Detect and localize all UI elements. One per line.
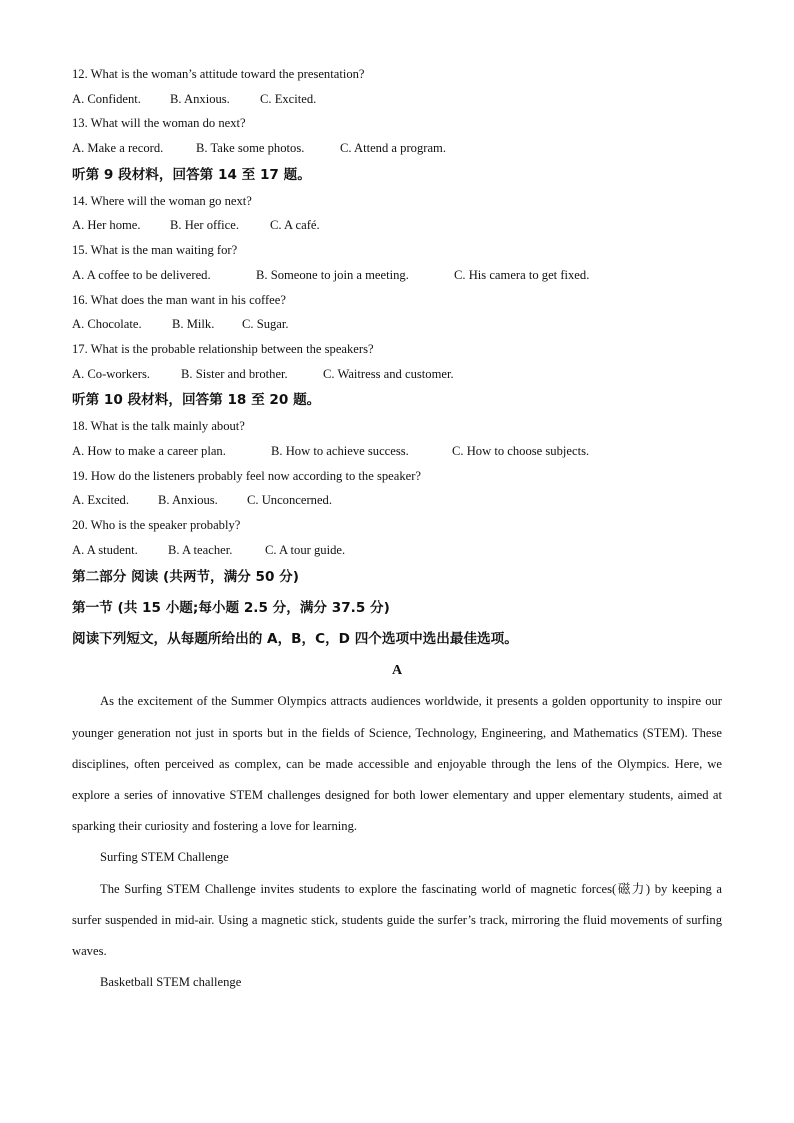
passage-paragraph-1: As the excitement of the Summer Olympics attracts audiences worldwide, it presents a golden opportunity to inspire our younger generation not just in sports but in the fields of Science, Technology, Engineering, and Mathematics (STEM). These disciplines, often perceived as complex, can be made accessible and enjoyable through the lens of the Olympics. Here, we explore a series of innovative STEM challenges designed for both lower elementary and upper elementary students, aimed at sparking their curiosity and fostering a love for learning.	[72, 694, 722, 834]
option-16-b: B. Milk.	[172, 317, 215, 332]
section-heading-10: 听第 10 段材料，回答第 18 至 20 题。	[72, 392, 321, 409]
question-16: 16. What does the man want in his coffee?	[72, 292, 286, 307]
option-16-a: A. Chocolate.	[72, 317, 142, 332]
option-14-b: B. Her office.	[170, 218, 240, 233]
options-14	[72, 213, 722, 238]
option-16-c: C. Sugar.	[242, 317, 289, 332]
option-13-c: C. Attend a program.	[340, 141, 446, 156]
options-12	[72, 87, 722, 112]
option-18-c: C. How to choose subjects.	[452, 443, 590, 458]
option-13-b: B. Take some photos.	[196, 141, 305, 156]
question-13: 13. What will the woman do next?	[72, 116, 246, 131]
option-19-b: B. Anxious.	[158, 493, 218, 508]
options-15	[72, 263, 722, 288]
part-two-heading: 第二部分 阅读 (共两节，满分 50 分)	[72, 569, 299, 586]
option-19-c: C. Unconcerned.	[247, 493, 332, 508]
passage-title: A	[391, 663, 403, 679]
options-17	[72, 362, 722, 387]
passage-paragraph-2: The Surfing STEM Challenge invites students to explore the fascinating world of magnetic forces(磁力) by keeping a surfer suspended in mid-air. Using a magnetic stick, students guide the surfer’s track, mirroring the fluid movements of surfing waves.	[72, 881, 722, 958]
option-12-b: B. Anxious.	[170, 91, 230, 106]
option-15-b: B. Someone to join a meeting.	[256, 267, 409, 282]
question-12: 12. What is the woman’s attitude toward the presentation?	[72, 67, 365, 81]
exam-page	[72, 62, 722, 998]
options-18	[72, 439, 722, 464]
option-12-a: A. Confident.	[72, 91, 141, 106]
options-16	[72, 312, 722, 337]
question-14: 14. Where will the woman go next?	[72, 193, 252, 208]
question-20: 20. Who is the speaker probably?	[72, 518, 241, 532]
subheading-surfing: Surfing STEM Challenge	[100, 850, 229, 865]
option-20-b: B. A teacher.	[168, 542, 233, 557]
option-17-a: A. Co-workers.	[72, 366, 150, 381]
option-18-a: A. How to make a career plan.	[72, 443, 226, 458]
option-12-c: C. Excited.	[260, 91, 317, 106]
question-15: 15. What is the man waiting for?	[72, 243, 238, 258]
option-15-a: A. A coffee to be delivered.	[72, 267, 211, 282]
option-20-a: A. A student.	[72, 542, 138, 557]
options-19	[72, 488, 722, 513]
reading-instruction: 阅读下列短文，从每题所给出的 A，B，C，D 四个选项中选出最佳选项。	[72, 631, 518, 648]
options-20	[72, 538, 722, 563]
question-17: 17. What is the probable relationship between the speakers?	[72, 341, 374, 356]
option-15-c: C. His camera to get fixed.	[454, 267, 590, 282]
option-14-a: A. Her home.	[72, 218, 141, 233]
options-13	[72, 136, 722, 161]
question-19: 19. How do the listeners probably feel now according to the speaker?	[72, 468, 422, 483]
option-14-c: C. A café.	[270, 218, 320, 233]
question-18: 18. What is the talk mainly about?	[72, 419, 245, 434]
option-13-a: A. Make a record.	[72, 141, 164, 156]
subheading-basketball: Basketball STEM challenge	[100, 975, 242, 990]
option-20-c: C. A tour guide.	[265, 542, 346, 557]
option-18-b: B. How to achieve success.	[271, 443, 409, 458]
section-one-heading: 第一节 (共 15 小题;每小题 2.5 分，满分 37.5 分)	[72, 600, 390, 617]
section-heading-9: 听第 9 段材料，回答第 14 至 17 题。	[72, 166, 311, 183]
option-19-a: A. Excited.	[72, 493, 130, 508]
option-17-c: C. Waitress and customer.	[323, 366, 454, 381]
option-17-b: B. Sister and brother.	[181, 366, 288, 381]
